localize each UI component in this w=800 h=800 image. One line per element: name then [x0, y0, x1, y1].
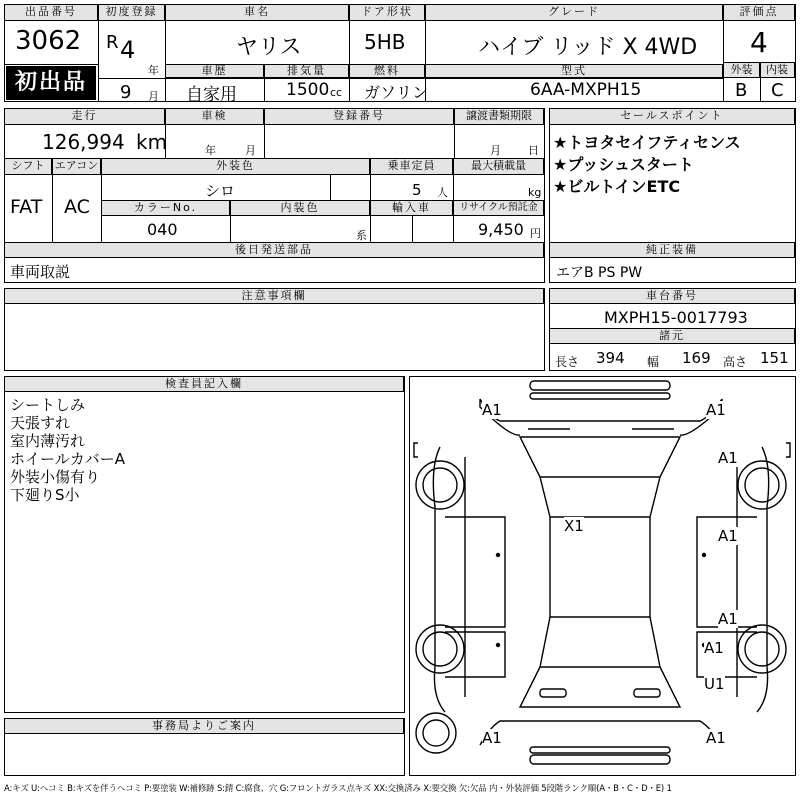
- history-label: 車歴: [166, 65, 264, 78]
- height: 151: [760, 349, 789, 367]
- recycle-label: リサイクル預託金: [454, 201, 544, 216]
- width-label: 幅: [647, 355, 660, 369]
- load-label: 最大積載量: [454, 159, 544, 175]
- shift-label: シフト: [5, 159, 52, 175]
- sales-point-1: ★トヨタセイフティセンス: [553, 133, 741, 152]
- ac: AC: [64, 196, 90, 218]
- inspector-label: 検査員記入欄: [5, 377, 404, 392]
- displacement-label: 排気量: [265, 65, 349, 78]
- mileage: 126,994: [42, 130, 125, 154]
- door-type: 5HB: [364, 30, 406, 54]
- equipment: エアB PS PW: [556, 265, 643, 281]
- fuel: ガソリン: [364, 83, 429, 102]
- era: R: [106, 32, 119, 53]
- damage-mark-rear-left: A1: [482, 729, 502, 747]
- inspector-line-6: 下廻りS小: [10, 486, 80, 504]
- chassis-number: MXPH15-0017793: [604, 308, 748, 327]
- interior-color-label: 内装色: [231, 201, 370, 216]
- load-unit: kg: [528, 186, 542, 199]
- int-grade: C: [771, 80, 784, 101]
- year-unit: 年: [148, 64, 159, 77]
- transfer-month-unit: 月: [490, 144, 501, 157]
- inspector-line-3: 室内薄汚れ: [10, 432, 86, 450]
- damage-mark-right-front-wheel: A1: [718, 449, 738, 467]
- equipment-label: 純正装備: [550, 243, 795, 258]
- inspector-line-5: 外装小傷有り: [10, 468, 101, 486]
- inspection-year-unit: 年: [205, 144, 216, 157]
- damage-mark-front-left: A1: [482, 401, 502, 419]
- recycle-unit: 円: [530, 227, 541, 240]
- capacity-unit: 人: [437, 186, 448, 199]
- color-label: 外装色: [102, 159, 370, 175]
- color-no: 040: [147, 220, 178, 239]
- color-no-label: カラーNo.: [102, 201, 230, 216]
- notes-label: 注意事項欄: [5, 289, 544, 304]
- transfer-day-unit: 日: [528, 144, 539, 157]
- transfer-label: 譲渡書類期限: [455, 109, 544, 125]
- score: 4: [750, 26, 768, 59]
- reg-year: 4: [120, 36, 136, 64]
- inspector-line-2: 天張すれ: [10, 414, 71, 432]
- month-unit: 月: [148, 90, 159, 103]
- ext-grade: B: [735, 80, 748, 101]
- recycle-fee: 9,450: [478, 220, 524, 239]
- shift: FAT: [10, 196, 43, 218]
- office-label: 事務局よりご案内: [5, 719, 404, 734]
- later-parts: 車両取説: [10, 263, 71, 281]
- sales-point-2: ★プッシュスタート: [553, 155, 694, 174]
- later-parts-label: 後日発送部品: [5, 243, 544, 258]
- height-label: 高さ: [723, 355, 748, 369]
- lot-number: 3062: [15, 26, 82, 56]
- legend-text: A:キズ U:ヘコミ B:キズを伴うヘコミ P:要塗装 W:補修跡 S:錆 C:腐食、穴 G:フロントガラス点キズ XX:交換済み X:要交換 欠:欠品 内・外装評価 5段階ランク順(A・B・C・D・E) 1: [4, 784, 672, 794]
- mileage-unit: km: [136, 130, 168, 154]
- car-name: ヤリス: [236, 35, 302, 60]
- length: 394: [596, 349, 625, 367]
- damage-mark-right-rear-door: A1: [718, 610, 738, 628]
- grade-label: グレード: [426, 5, 723, 21]
- score-label: 評価点: [724, 5, 795, 21]
- damage-mark-rear-panel: U1: [704, 675, 725, 693]
- inspection-month-unit: 月: [245, 144, 256, 157]
- displacement: 1500: [286, 80, 330, 100]
- model-code: 6AA-MXPH15: [530, 80, 642, 100]
- inspector-line-4: ホイールカバーA: [10, 450, 125, 468]
- color: シロ: [205, 182, 236, 200]
- registration-label: 登録番号: [265, 109, 454, 125]
- dims-label: 諸元: [550, 329, 795, 344]
- door-label: ドア形状: [350, 5, 425, 21]
- damage-mark-rear-right: A1: [706, 729, 726, 747]
- inspector-line-1: シートしみ: [10, 396, 86, 414]
- chassis-label: 車台番号: [550, 289, 795, 304]
- mileage-label: 走行: [5, 109, 165, 125]
- model-label: 型式: [426, 65, 723, 78]
- damage-mark-right-front-door: A1: [718, 527, 738, 545]
- damage-diagram: [409, 376, 796, 776]
- history: 自家用: [186, 85, 237, 105]
- ext-label: 外装: [724, 63, 760, 78]
- import-label: 輸入車: [371, 201, 453, 216]
- damage-mark-roof: X1: [564, 517, 584, 535]
- length-label: 長さ: [555, 355, 580, 369]
- sales-point-3: ★ビルトインETC: [553, 177, 681, 196]
- first-listing-badge: 初出品: [6, 66, 96, 100]
- car-outline: [410, 377, 795, 775]
- lot-label: 出品番号: [5, 5, 98, 21]
- width: 169: [682, 349, 711, 367]
- reg-month: 9: [120, 82, 132, 103]
- grade: ハイブ リッド X 4WD: [478, 35, 698, 60]
- displacement-unit: cc: [330, 86, 343, 99]
- capacity: 5: [412, 181, 422, 199]
- interior-color-unit: 系: [356, 229, 367, 242]
- fuel-label: 燃料: [350, 65, 425, 78]
- first-reg-label: 初度登録: [99, 5, 165, 21]
- damage-mark-right-rear-wheel: A1: [704, 639, 724, 657]
- ac-label: エアコン: [53, 159, 101, 175]
- inspection-label: 車検: [166, 109, 264, 125]
- car-name-label: 車名: [166, 5, 349, 21]
- damage-mark-front-right: A1: [706, 401, 726, 419]
- sales-points-label: セールスポイント: [550, 109, 795, 125]
- int-label: 内装: [760, 63, 795, 78]
- capacity-label: 乗車定員: [371, 159, 453, 175]
